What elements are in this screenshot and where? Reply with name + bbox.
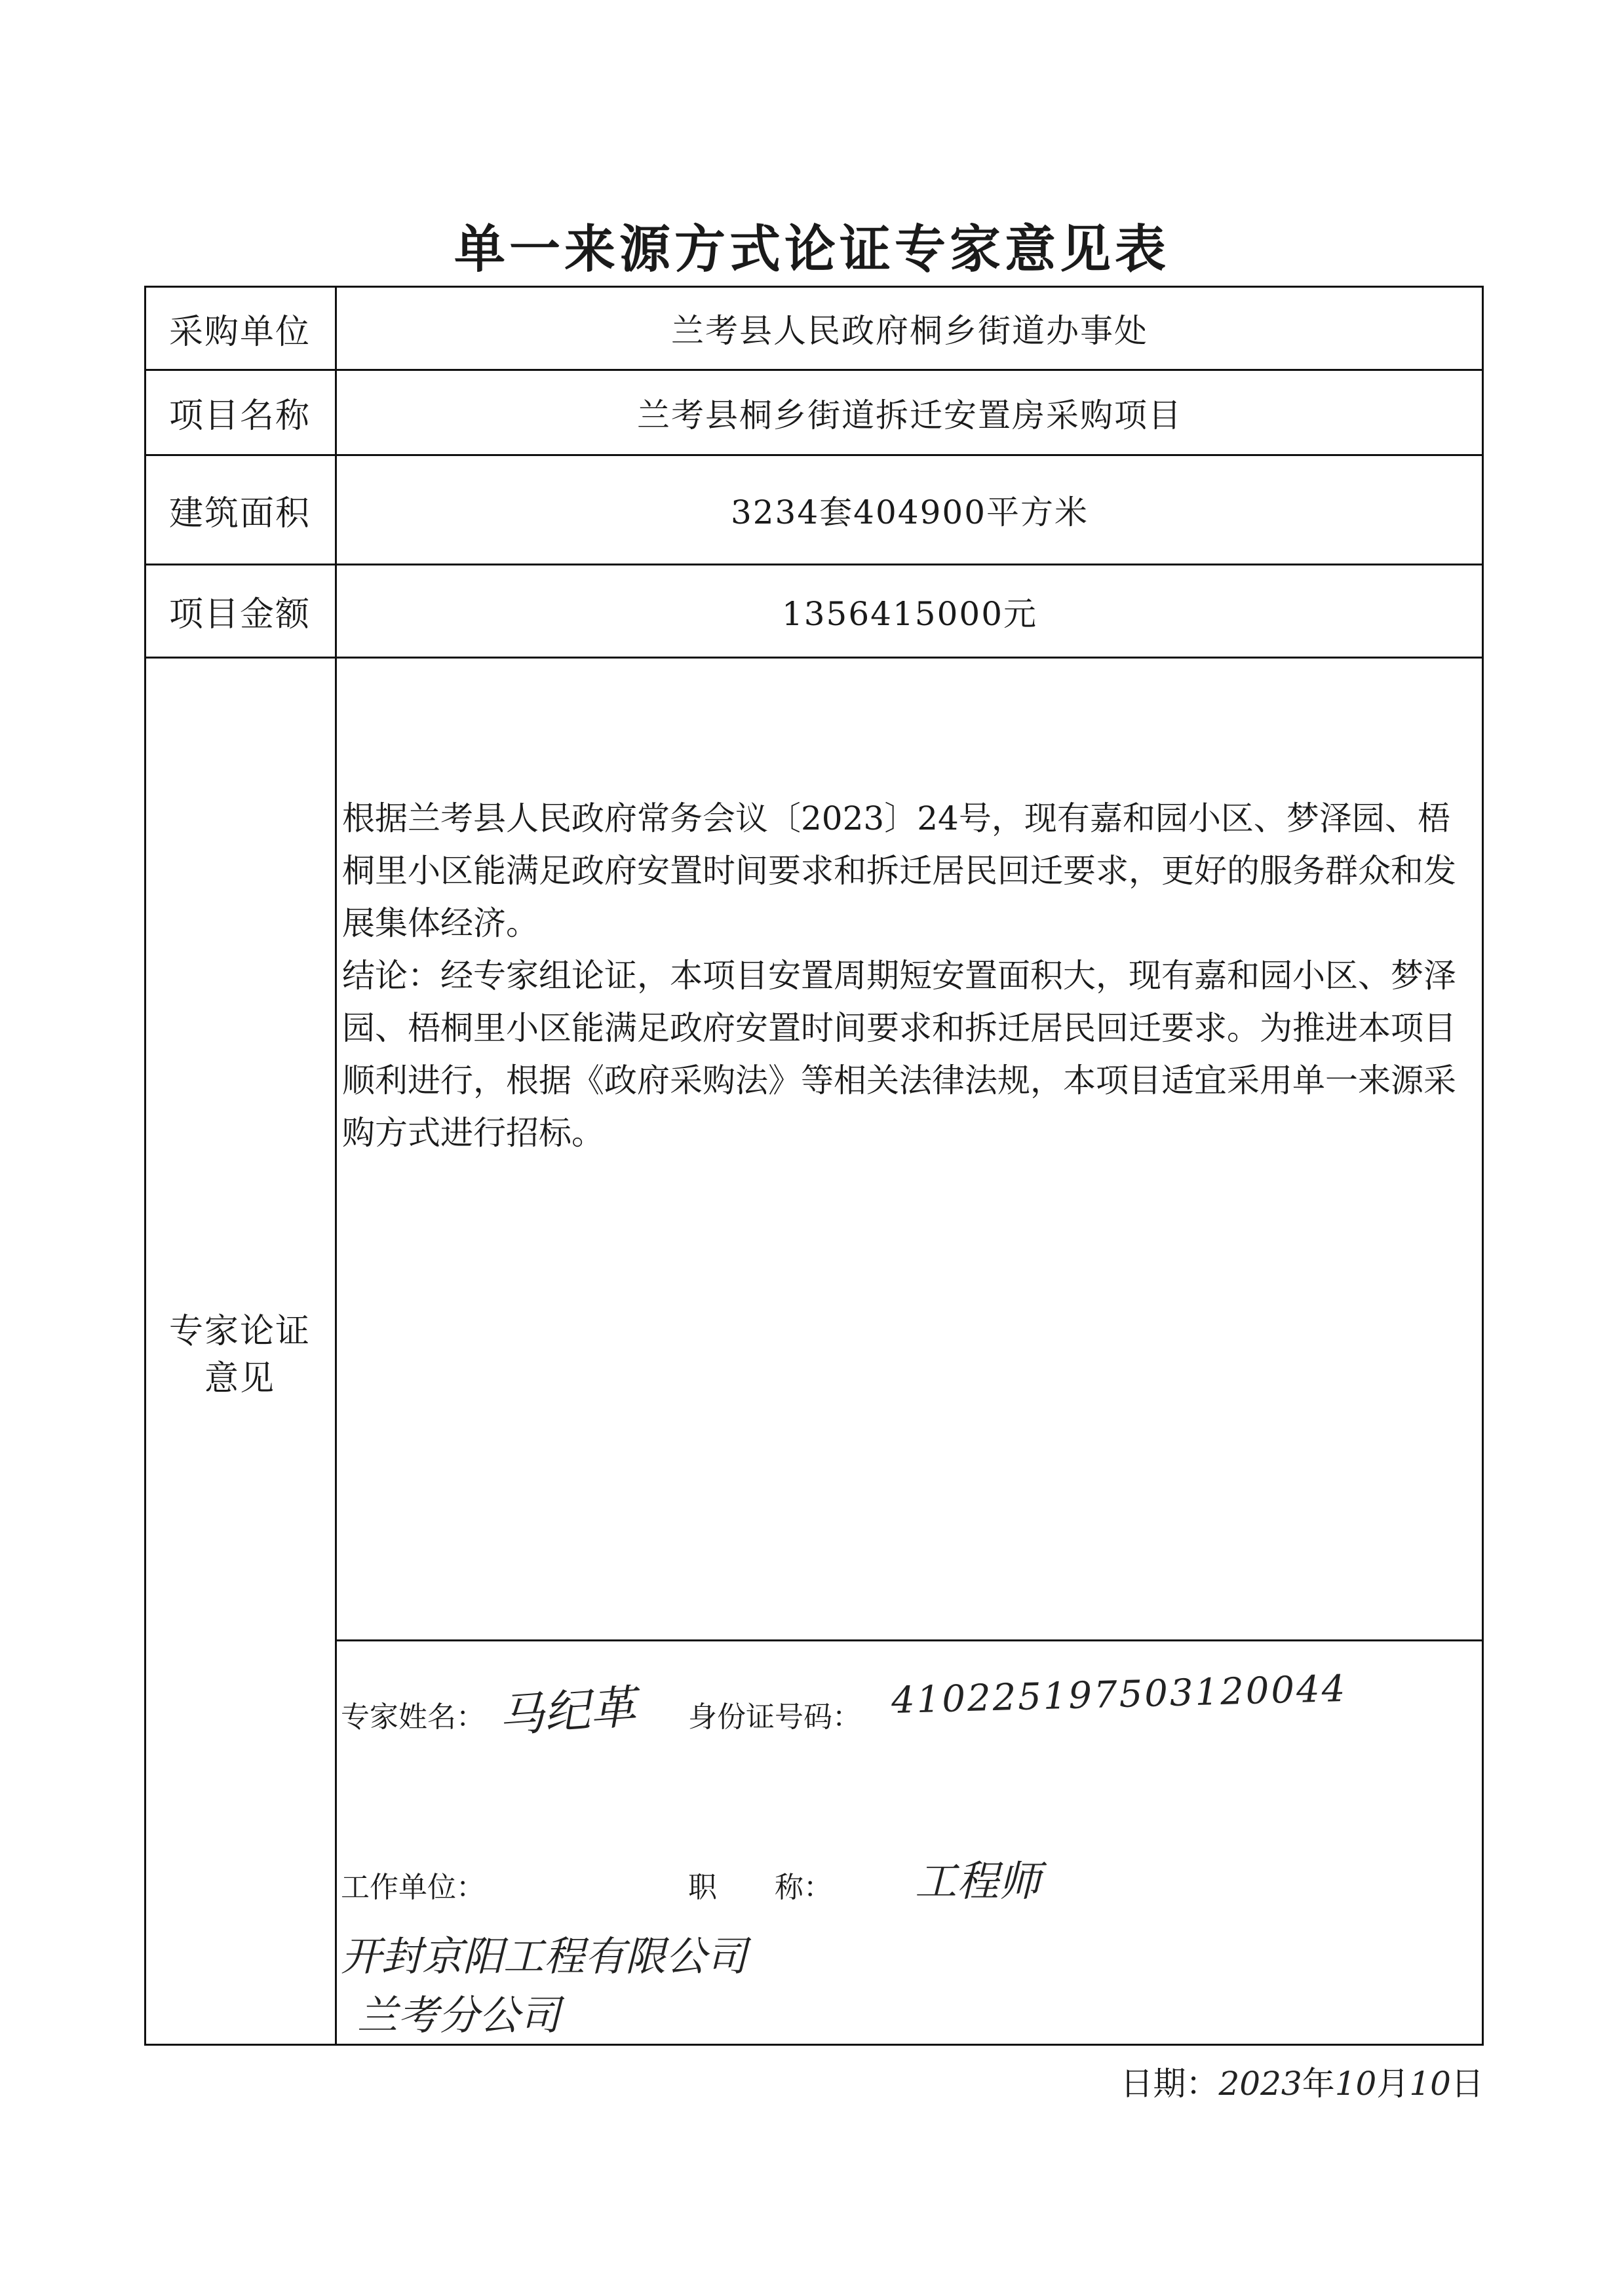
expert-opinion-label-line2: 意见	[204, 1359, 275, 1398]
expert-opinion-label	[144, 1308, 336, 1402]
project-amount-value: 1356415000元	[781, 594, 1038, 633]
expert-name-label: 专家姓名：	[341, 1700, 485, 1734]
date-day-unit: 日	[1451, 2065, 1484, 2103]
procurement-unit-label: 采购单位	[168, 312, 311, 352]
building-area-label: 建筑面积	[168, 493, 311, 533]
expert-name-signature: 马纪革	[496, 1679, 638, 1744]
id-number-handwritten: 410225197503120044	[891, 1667, 1348, 1723]
opinion-paragraph-basis: 根据兰考县人民政府常务会议〔2023〕24号，现有嘉和园小区、梦泽园、梧桐里小区能满足政府安置时间要求和拆迁居民回迁要求，更好的服务群众和发展集体经济。	[342, 799, 1456, 942]
project-name-label: 项目名称	[168, 396, 311, 436]
date-day: 10	[1409, 2065, 1451, 2103]
expert-opinion-text	[342, 792, 1476, 1159]
table-rule	[144, 657, 1484, 659]
job-title-label: 职 称：	[688, 1871, 832, 1904]
work-unit-handwritten-line1: 开封京阳工程有限公司	[341, 1932, 748, 1980]
procurement-unit-value: 兰考县人民政府桐乡街道办事处	[671, 312, 1148, 350]
date-line	[1049, 2057, 1484, 2105]
work-unit-label: 工作单位：	[341, 1871, 485, 1904]
building-area-value: 3234套404900平方米	[730, 493, 1089, 531]
project-amount-label: 项目金额	[168, 595, 311, 634]
work-unit-handwritten-line2: 兰考分公司	[357, 1991, 561, 2039]
date-label: 日期：	[1120, 2065, 1219, 2103]
job-title-handwritten: 工程师	[915, 1858, 1041, 1906]
table-rule	[144, 2044, 1484, 2046]
id-number-label: 身份证号码：	[688, 1700, 861, 1734]
project-name-value: 兰考县桐乡街道拆迁安置房采购项目	[637, 396, 1182, 434]
date-month-unit: 月	[1376, 2065, 1410, 2103]
expert-opinion-label-line1: 专家论证	[168, 1312, 311, 1351]
date-year-unit: 年	[1302, 2065, 1335, 2103]
opinion-form-table	[144, 286, 1484, 2046]
date-month: 10	[1334, 2065, 1377, 2103]
date-year: 2023	[1218, 2065, 1302, 2103]
opinion-paragraph-conclusion: 结论：经专家组论证，本项目安置周期短安置面积大，现有嘉和园小区、梦泽园、梧桐里小区能满足政府安置时间要求和拆迁居民回迁要求。为推进本项目顺利进行，根据《政府采购法》等相关法律法规，本项目适宜采用单一来源采购方式进行招标。	[342, 957, 1456, 1152]
document-title: 单一来源方式论证专家意见表	[454, 220, 1170, 279]
signature-divider	[336, 1639, 1484, 1641]
